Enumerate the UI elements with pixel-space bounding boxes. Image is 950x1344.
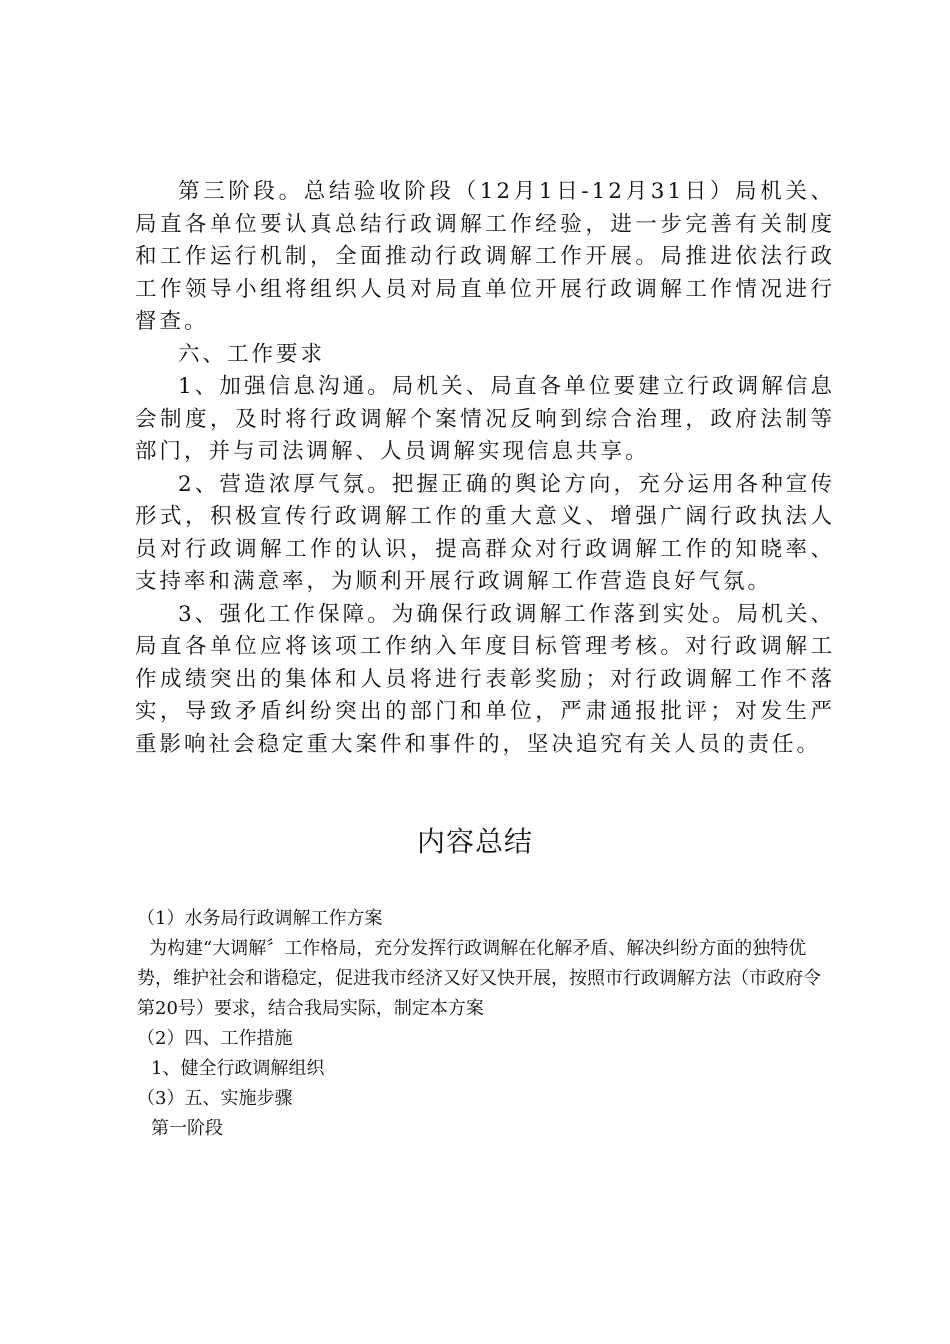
- summary-title: 内容总结: [416, 825, 533, 858]
- paragraph-stage-three: 第三阶段。总结验收阶段（12月1日-12月31日）局机关、局直各单位要认真总结行政调解工作经验，进一步完善有关制度和工作运行机制，全面推动行政调解工作开展。局推进依法行政工作领导小组将组织人员对局直单位开展行政调解工作情况进行督查。: [135, 179, 835, 334]
- summary-line-4: （3）五、实施步骤: [137, 1088, 293, 1109]
- summary-line-1: （1）水务局行政调解工作方案: [137, 908, 383, 929]
- summary-line-3: 1、健全行政调解组织: [151, 1058, 325, 1079]
- summary-section: [137, 904, 837, 1144]
- summary-line-2: （2）四、工作措施: [137, 1028, 293, 1049]
- paragraph-requirement-3: 3、强化工作保障。为确保行政调解工作落到实处。局机关、局直各单位应将该项工作纳入年度目标管理考核。对行政调解工作成绩突出的集体和人员将进行表彰奖励；对行政调解工作不落实，导致矛盾纠纷突出的部门和单位，严肃通报批评；对发生严重影响社会稳定重大案件和事件的，坚决追究有关人员的责任。: [135, 601, 835, 757]
- summary-paragraph: 为构建“大调解〞工作格局，充分发挥行政调解在化解矛盾、解决纠纷方面的独特优势，维护社会和谐稳定，促进我市经济又好又快开展，按照市行政调解方法（市政府令第20号）要求，结合我局实际，制定本方案: [137, 938, 821, 1019]
- paragraph-requirement-2: 2、营造浓厚气氛。把握正确的舆论方向，充分运用各种宣传形式，积极宣传行政调解工作的重大意义、增强广阔行政执法人员对行政调解工作的认识，提高群众对行政调解工作的知晓率、支持率和满意率，为顺利开展行政调解工作营造良好气氛。: [135, 471, 835, 594]
- summary-line-5: 第一阶段: [151, 1118, 223, 1139]
- heading-work-requirements: 六、工作要求: [178, 341, 326, 367]
- paragraph-requirement-1: 1、加强信息沟通。局机关、局直各单位要建立行政调解信息会制度，及时将行政调解个案情况反响到综合治理，政府法制等部门，并与司法调解、人员调解实现信息共享。: [135, 374, 835, 464]
- document-body: [135, 176, 835, 761]
